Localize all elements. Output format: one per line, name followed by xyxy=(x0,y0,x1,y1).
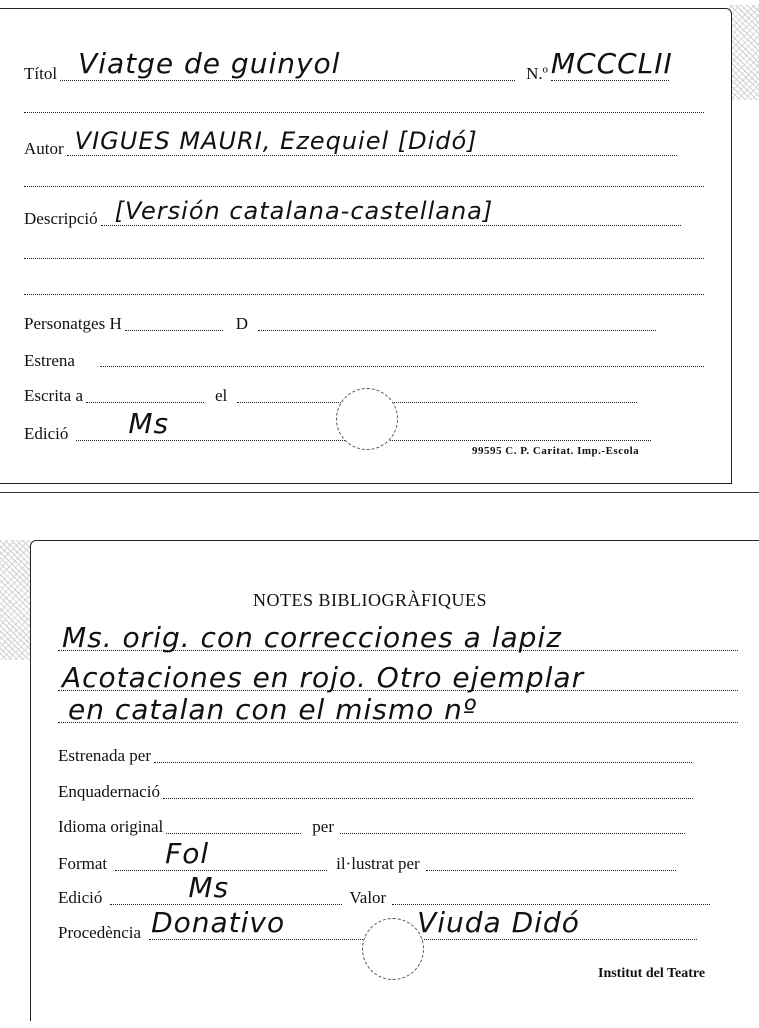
note-line-3 xyxy=(58,693,738,726)
estrena-row xyxy=(24,347,714,371)
descripcio-row xyxy=(24,195,714,229)
idioma-label: Idioma original xyxy=(58,817,164,836)
edicio2-label: Edició xyxy=(58,888,103,907)
estrenada-label: Estrenada per xyxy=(58,746,151,765)
personatges-d-label: D xyxy=(235,314,249,333)
note-line-1 xyxy=(58,621,738,654)
procedencia-label: Procedència xyxy=(58,923,142,942)
note-text-2: Acotaciones en rojo. Otro ejemplar xyxy=(62,661,585,694)
procedencia-value: Donativo xyxy=(151,906,286,939)
descripcio-label: Descripció xyxy=(24,209,98,228)
edicio2-value: Ms xyxy=(188,871,230,904)
scan-noise-top-right xyxy=(728,5,759,100)
format-label: Format xyxy=(58,854,108,873)
escrita-label: Escrita a xyxy=(24,386,83,405)
card-separator-line xyxy=(0,492,759,493)
notes-heading: NOTES BIBLIOGRÀFIQUES xyxy=(253,590,488,610)
enquadernacio-row xyxy=(58,778,748,802)
edicio-value: Ms xyxy=(128,407,170,440)
titol-continuation-line xyxy=(24,112,704,113)
procedencia-value-2: Viuda Didó xyxy=(417,906,580,939)
descripcio-line-3 xyxy=(24,294,704,295)
idioma-row xyxy=(58,813,748,837)
enquadernacio-label: Enquadernació xyxy=(58,782,160,801)
note-text-3: en catalan con el mismo nº xyxy=(68,693,478,726)
autor-label: Autor xyxy=(24,139,64,158)
estrena-label: Estrena xyxy=(24,351,75,370)
descripcio-line-2 xyxy=(24,258,704,259)
personatges-label: Personatges H xyxy=(24,314,122,333)
titol-value: Viatge de guinyol xyxy=(78,47,341,80)
personatges-row xyxy=(24,310,714,334)
num-label: N.º xyxy=(526,64,548,83)
estrena-line xyxy=(100,366,704,367)
num-value: MCCCLII xyxy=(550,47,673,80)
titol-label: Títol xyxy=(24,64,58,83)
il-lustrat-label: il·lustrat per xyxy=(336,854,420,873)
punch-hole xyxy=(336,388,398,450)
institution-name: Institut del Teatre xyxy=(598,966,706,981)
autor-continuation-line xyxy=(24,186,704,187)
autor-row xyxy=(24,125,714,159)
el-label: el xyxy=(215,386,228,405)
scan-noise-left xyxy=(0,540,30,660)
format-value: Fol xyxy=(165,837,210,870)
note-line-2 xyxy=(58,661,738,694)
valor-label: Valor xyxy=(349,888,387,907)
autor-value: VIGUES MAURI, Ezequiel [Didó] xyxy=(74,127,478,155)
format-row xyxy=(58,837,748,874)
note-text-1: Ms. orig. con correcciones a lapiz xyxy=(62,621,562,654)
titol-row xyxy=(24,47,714,84)
edicio2-row xyxy=(58,871,748,908)
punch-hole-2 xyxy=(362,918,424,980)
estrenada-row xyxy=(58,742,748,766)
printer-imprint: 99595 C. P. Caritat. Imp.-Escola xyxy=(472,445,640,457)
edicio-label: Edició xyxy=(24,424,69,443)
idioma-per-label: per xyxy=(312,817,334,836)
descripcio-value: [Versión catalana-castellana] xyxy=(114,197,494,225)
